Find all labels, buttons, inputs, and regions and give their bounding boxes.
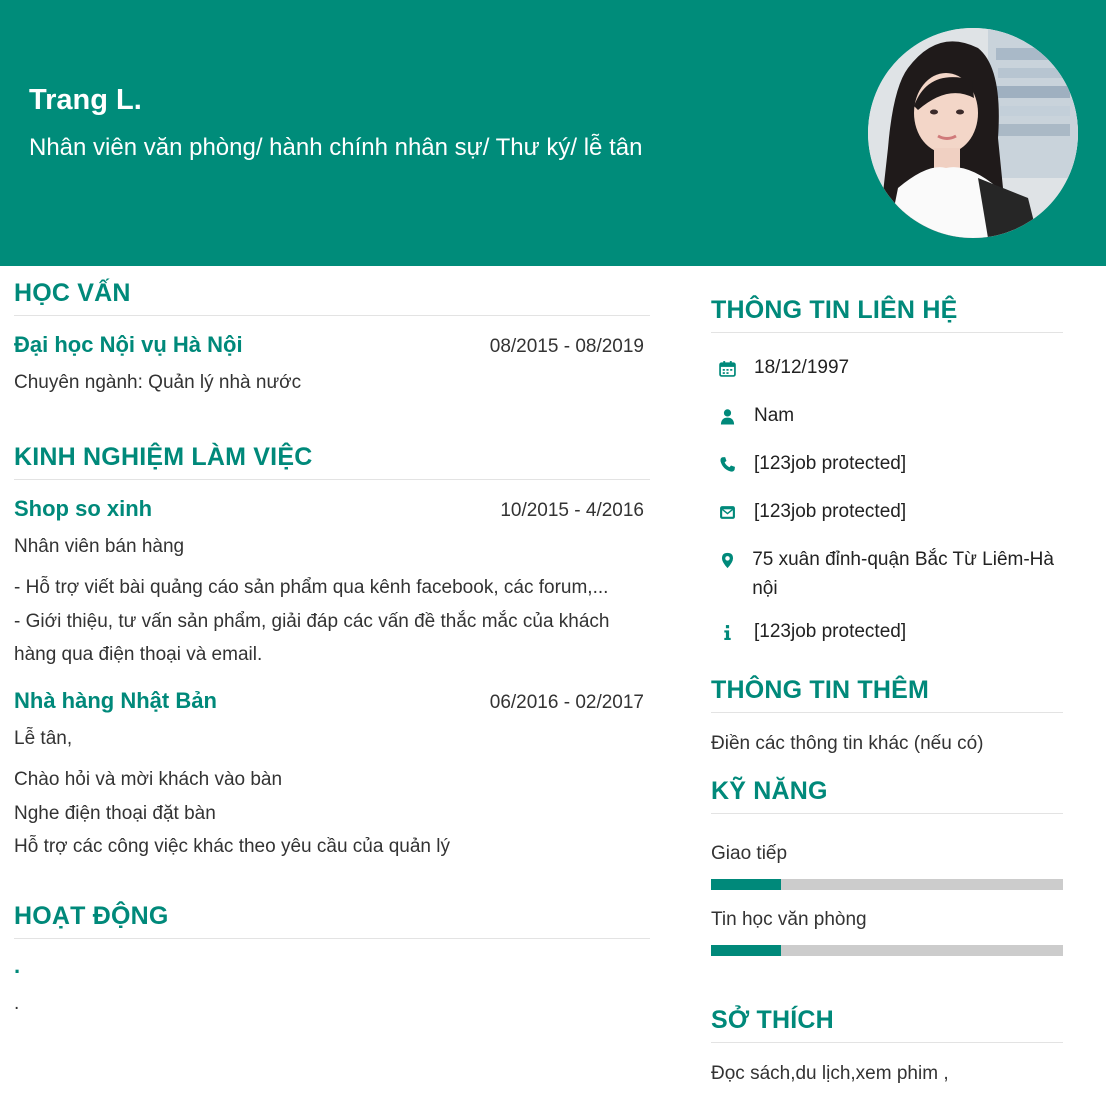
contact-website[interactable]: [123job protected]	[754, 621, 907, 642]
activities-title: HOẠT ĐỘNG	[14, 902, 650, 939]
contact-email[interactable]: [123job protected]	[754, 501, 907, 522]
experience-title: KINH NGHIỆM LÀM VIỆC	[14, 443, 650, 480]
job-description-line: Nghe điện thoại đặt bàn	[14, 802, 216, 824]
skill-bar	[711, 945, 1063, 956]
skill-bar-fill	[711, 879, 781, 890]
avatar-photo	[868, 28, 1078, 238]
job-role: Nhân viên bán hàng	[14, 535, 185, 557]
activity-text: .	[14, 992, 20, 1014]
education-title: HỌC VẤN	[14, 279, 650, 316]
contact-email-row	[711, 497, 1063, 526]
activity-title: .	[14, 952, 21, 978]
additional-title: THÔNG TIN THÊM	[711, 676, 1063, 713]
skill-name: Giao tiếp	[711, 842, 788, 864]
education-major: Chuyên ngành: Quản lý nhà nước	[14, 372, 302, 393]
info-icon	[711, 617, 747, 645]
education-item	[14, 332, 650, 400]
experience-section	[14, 443, 650, 864]
skill-bar-fill	[711, 945, 781, 956]
company-name: Shop so xinh	[14, 495, 153, 521]
skill-bar	[711, 879, 1063, 890]
hobbies-text: Đọc sách,du lịch,xem phim ,	[711, 1062, 949, 1084]
experience-date: 10/2015 - 4/2016	[500, 499, 644, 521]
calendar-icon	[711, 353, 747, 381]
phone-icon	[711, 449, 747, 477]
contact-phone[interactable]: [123job protected]	[754, 453, 907, 474]
left-column	[14, 266, 650, 1020]
user-icon	[711, 401, 747, 429]
hobbies-section	[711, 1006, 1063, 1091]
right-column	[711, 266, 1063, 1090]
skill-name: Tin học văn phòng	[711, 908, 867, 930]
cv-header	[0, 0, 1106, 266]
contact-website-row	[711, 617, 1063, 646]
skill-item	[711, 909, 1063, 956]
contact-address-row	[711, 545, 1063, 603]
job-role: Lễ tân,	[14, 727, 73, 749]
experience-item	[14, 496, 650, 672]
avatar	[868, 28, 1078, 238]
education-section	[14, 266, 650, 400]
hobbies-title: SỞ THÍCH	[711, 1006, 1063, 1043]
contact-birthday-row	[711, 353, 1063, 382]
contact-birthday: 18/12/1997	[754, 357, 850, 378]
job-description-line: Hỗ trợ các công việc khác theo yêu cầu của quản lý	[14, 836, 450, 857]
job-description-line: hàng qua điện thoại và email.	[14, 644, 263, 665]
job-description-line: - Giới thiệu, tư vấn sản phẩm, giải đáp các vấn đề thắc mắc của khách	[14, 610, 610, 632]
school-name: Đại học Nội vụ Hà Nội	[14, 332, 243, 357]
contact-gender-row	[711, 401, 1063, 430]
contact-phone-row	[711, 449, 1063, 478]
education-date: 08/2015 - 08/2019	[489, 336, 644, 357]
job-description-line: - Hỗ trợ viết bài quảng cáo sản phẩm qua kênh facebook, các forum,...	[14, 577, 609, 598]
experience-item	[14, 688, 650, 864]
candidate-name: Trang L.	[29, 84, 142, 116]
activities-section	[14, 902, 650, 1021]
contact-gender: Nam	[754, 405, 795, 426]
contact-section	[711, 266, 1063, 646]
map-marker-icon	[711, 545, 745, 573]
candidate-position: Nhân viên văn phòng/ hành chính nhân sự/ Thư ký/ lễ tân	[29, 134, 643, 161]
contact-address: 75 xuân đỉnh-quận Bắc Từ Liêm-Hà nội	[752, 549, 1054, 599]
skills-section	[711, 777, 1063, 956]
contact-title: THÔNG TIN LIÊN HỆ	[711, 296, 1063, 333]
skill-item	[711, 843, 1063, 890]
additional-section	[711, 676, 1063, 761]
envelope-icon	[711, 497, 747, 525]
experience-date: 06/2016 - 02/2017	[489, 691, 644, 713]
skills-title: KỸ NĂNG	[711, 777, 1063, 814]
additional-text: Điền các thông tin khác (nếu có)	[711, 733, 984, 754]
company-name: Nhà hàng Nhật Bản	[14, 687, 217, 713]
job-description-line: Chào hỏi và mời khách vào bàn	[14, 769, 283, 790]
